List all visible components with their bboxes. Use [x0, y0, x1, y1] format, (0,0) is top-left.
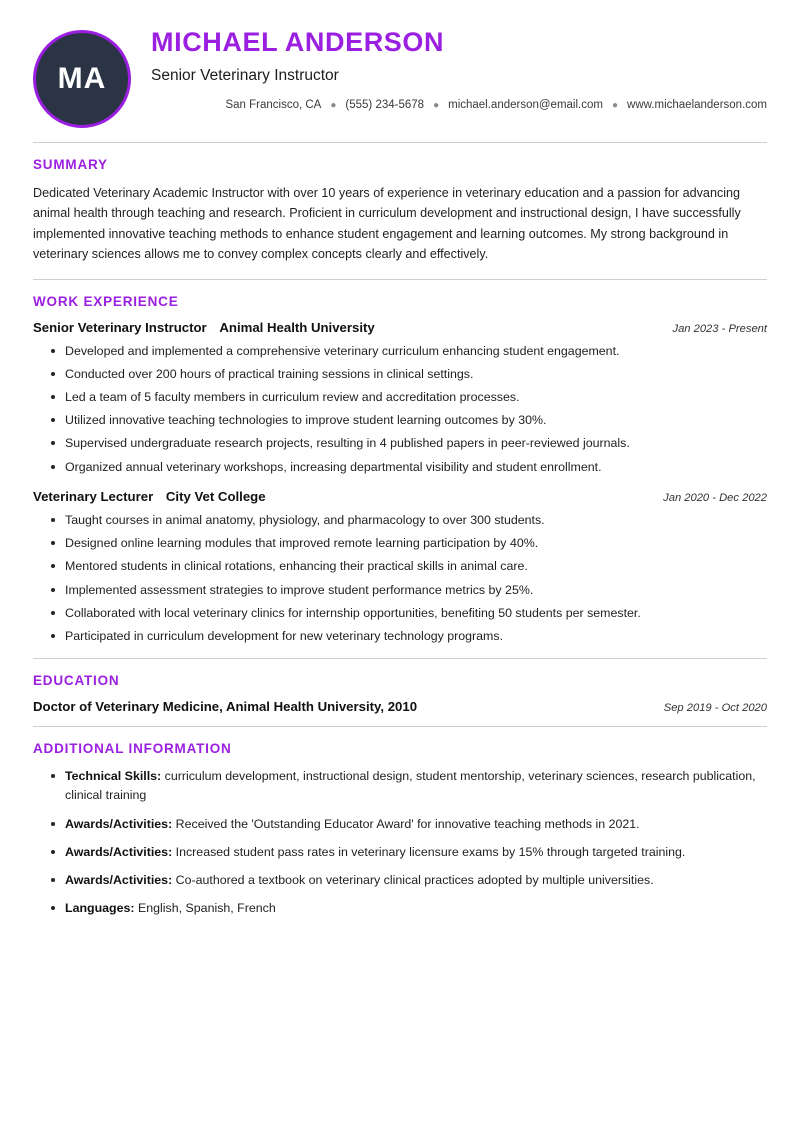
education-degree: Doctor of Veterinary Medicine, Animal Health University, 2010 — [33, 699, 418, 715]
education-entry — [33, 699, 767, 714]
list-item: Taught courses in animal anatomy, physiology, and pharmacology to over 300 students. — [51, 511, 767, 530]
section-work-experience — [33, 279, 767, 647]
dot-separator-icon: ● — [611, 99, 619, 111]
contact-email[interactable]: michael.anderson@email.com — [448, 99, 603, 112]
section-additional-information — [33, 726, 767, 918]
section-heading-additional-information: ADDITIONAL INFORMATION — [33, 741, 232, 757]
job-bullet-list — [33, 511, 767, 646]
list-item: Utilized innovative teaching technologies to improve student learning outcomes by 30%. — [51, 411, 767, 430]
job-dates: Jan 2020 - Dec 2022 — [663, 491, 767, 504]
list-item: Conducted over 200 hours of practical training sessions in clinical settings. — [51, 365, 767, 384]
info-value: Received the 'Outstanding Educator Award' for innovative teaching methods in 2021. — [175, 816, 640, 831]
info-value: Co-authored a textbook on veterinary clinical practices adopted by multiple universities. — [175, 873, 654, 888]
job-entry — [33, 320, 767, 477]
section-education — [33, 658, 767, 714]
job-bullet-list — [33, 342, 767, 477]
job-entry — [33, 489, 767, 646]
list-item: Supervised undergraduate research projects, resulting in 4 published papers in peer-reviewed journals. — [51, 434, 767, 453]
list-item: Mentored students in clinical rotations, enhancing their practical skills in animal care. — [51, 557, 767, 576]
job-company: Animal Health University — [219, 319, 375, 335]
additional-info-list — [33, 767, 767, 918]
dot-separator-icon: ● — [433, 99, 440, 111]
contact-location: San Francisco, CA — [225, 99, 322, 112]
list-item: Implemented assessment strategies to improve student performance metrics by 25%. — [51, 581, 767, 600]
list-item — [51, 899, 767, 918]
list-item: Organized annual veterinary workshops, increasing departmental visibility and student enrollment. — [51, 458, 767, 477]
list-item — [51, 815, 767, 834]
section-heading-work-experience: WORK EXPERIENCE — [33, 293, 179, 309]
list-item: Collaborated with local veterinary clinics for internship opportunities, benefiting 50 students per semester. — [51, 604, 767, 623]
info-value: Increased student pass rates in veterinary licensure exams by 15% through targeted training. — [175, 844, 686, 859]
job-title-subheading: Senior Veterinary Instructor — [151, 66, 339, 84]
info-value: curriculum development, instructional design, student mentorship, veterinary sciences, research publication, clinical training — [65, 769, 756, 803]
info-label: Technical Skills: — [65, 769, 162, 784]
section-heading-summary: SUMMARY — [33, 157, 108, 172]
info-label: Awards/Activities: — [65, 816, 173, 831]
job-title-company — [33, 489, 266, 504]
page-title: MICHAEL ANDERSON — [151, 27, 445, 57]
info-value: English, Spanish, French — [138, 901, 276, 916]
job-title: Veterinary Lecturer — [33, 488, 154, 504]
job-company: City Vet College — [165, 488, 266, 504]
contact-website[interactable]: www.michaelanderson.com — [627, 99, 767, 112]
section-summary — [33, 143, 767, 265]
list-item — [51, 843, 767, 862]
section-heading-education: EDUCATION — [33, 673, 120, 689]
contact-phone[interactable]: (555) 234-5678 — [345, 99, 425, 112]
avatar: MA — [33, 30, 131, 128]
dot-separator-icon: ● — [330, 99, 337, 111]
info-label: Awards/Activities: — [65, 873, 173, 888]
contact-info — [151, 99, 767, 111]
job-title: Senior Veterinary Instructor — [33, 319, 207, 335]
info-label: Languages: — [65, 901, 135, 916]
job-dates: Jan 2023 - Present — [672, 322, 767, 335]
job-header — [33, 489, 767, 504]
info-label: Awards/Activities: — [65, 844, 173, 859]
list-item — [51, 871, 767, 890]
list-item: Participated in curriculum development for new veterinary technology programs. — [51, 627, 767, 646]
list-item — [51, 767, 767, 805]
summary-text: Dedicated Veterinary Academic Instructor with over 10 years of experience in veterinary education and a passion for advancing animal health through teaching and research. Proficient in curriculum development and instructional design, I have successfully implemented innovative teaching methods to enhance student engagement and learning outcomes. My strong background in veterinary sciences allows me to convey complex concepts clearly and effectively. — [33, 186, 741, 262]
job-header — [33, 320, 767, 335]
list-item: Designed online learning modules that improved remote learning participation by 40%. — [51, 534, 767, 553]
list-item: Developed and implemented a comprehensive veterinary curriculum enhancing student engagement. — [51, 342, 767, 361]
resume-header — [33, 26, 767, 143]
job-title-company — [33, 320, 375, 335]
education-dates: Sep 2019 - Oct 2020 — [663, 702, 767, 715]
list-item: Led a team of 5 faculty members in curriculum review and accreditation processes. — [51, 388, 767, 407]
header-text-block — [131, 26, 767, 111]
